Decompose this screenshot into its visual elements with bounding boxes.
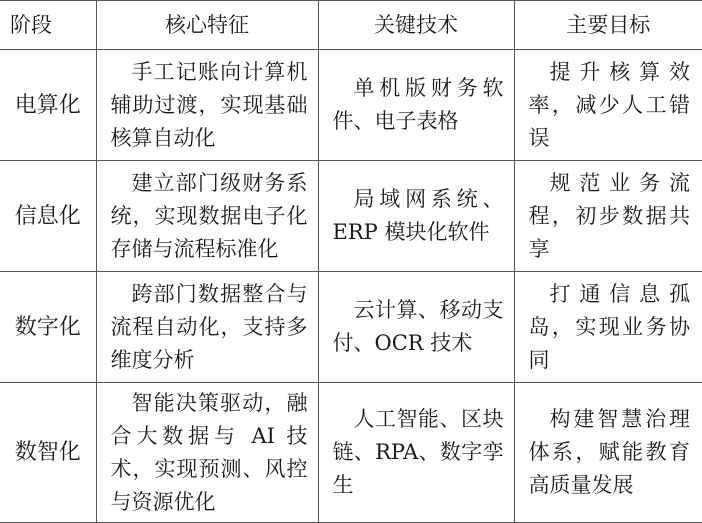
stage-cell: 数智化 [0, 383, 96, 523]
stage-cell: 信息化 [0, 161, 96, 272]
table-row [0, 50, 702, 161]
technologies-cell: 局域网系统、ERP 模块化软件 [318, 161, 514, 272]
technologies-cell: 单机版财务软件、电子表格 [318, 50, 514, 161]
header-stage: 阶段 [0, 1, 96, 50]
table-row [0, 161, 702, 272]
header-goals: 主要目标 [514, 1, 702, 50]
table-row [0, 383, 702, 523]
goals-cell: 提升核算效率，减少人工错误 [514, 50, 702, 161]
technologies-cell: 云计算、移动支付、OCR 技术 [318, 272, 514, 383]
goals-cell: 打通信息孤岛，实现业务协同 [514, 272, 702, 383]
header-technologies: 关键技术 [318, 1, 514, 50]
stage-cell: 电算化 [0, 50, 96, 161]
features-cell: 手工记账向计算机辅助过渡，实现基础核算自动化 [96, 50, 318, 161]
features-cell: 智能决策驱动，融合大数据与 AI 技术，实现预测、风控与资源优化 [96, 383, 318, 523]
stage-cell: 数字化 [0, 272, 96, 383]
goals-cell: 规范业务流程，初步数据共享 [514, 161, 702, 272]
technologies-cell: 人工智能、区块链、RPA、数字孪生 [318, 383, 514, 523]
features-cell: 建立部门级财务系统，实现数据电子化存储与流程标准化 [96, 161, 318, 272]
features-cell: 跨部门数据整合与流程自动化，支持多维度分析 [96, 272, 318, 383]
table-row [0, 272, 702, 383]
header-features: 核心特征 [96, 1, 318, 50]
goals-cell: 构建智慧治理体系，赋能教育高质量发展 [514, 383, 702, 523]
table-header-row [0, 1, 702, 50]
